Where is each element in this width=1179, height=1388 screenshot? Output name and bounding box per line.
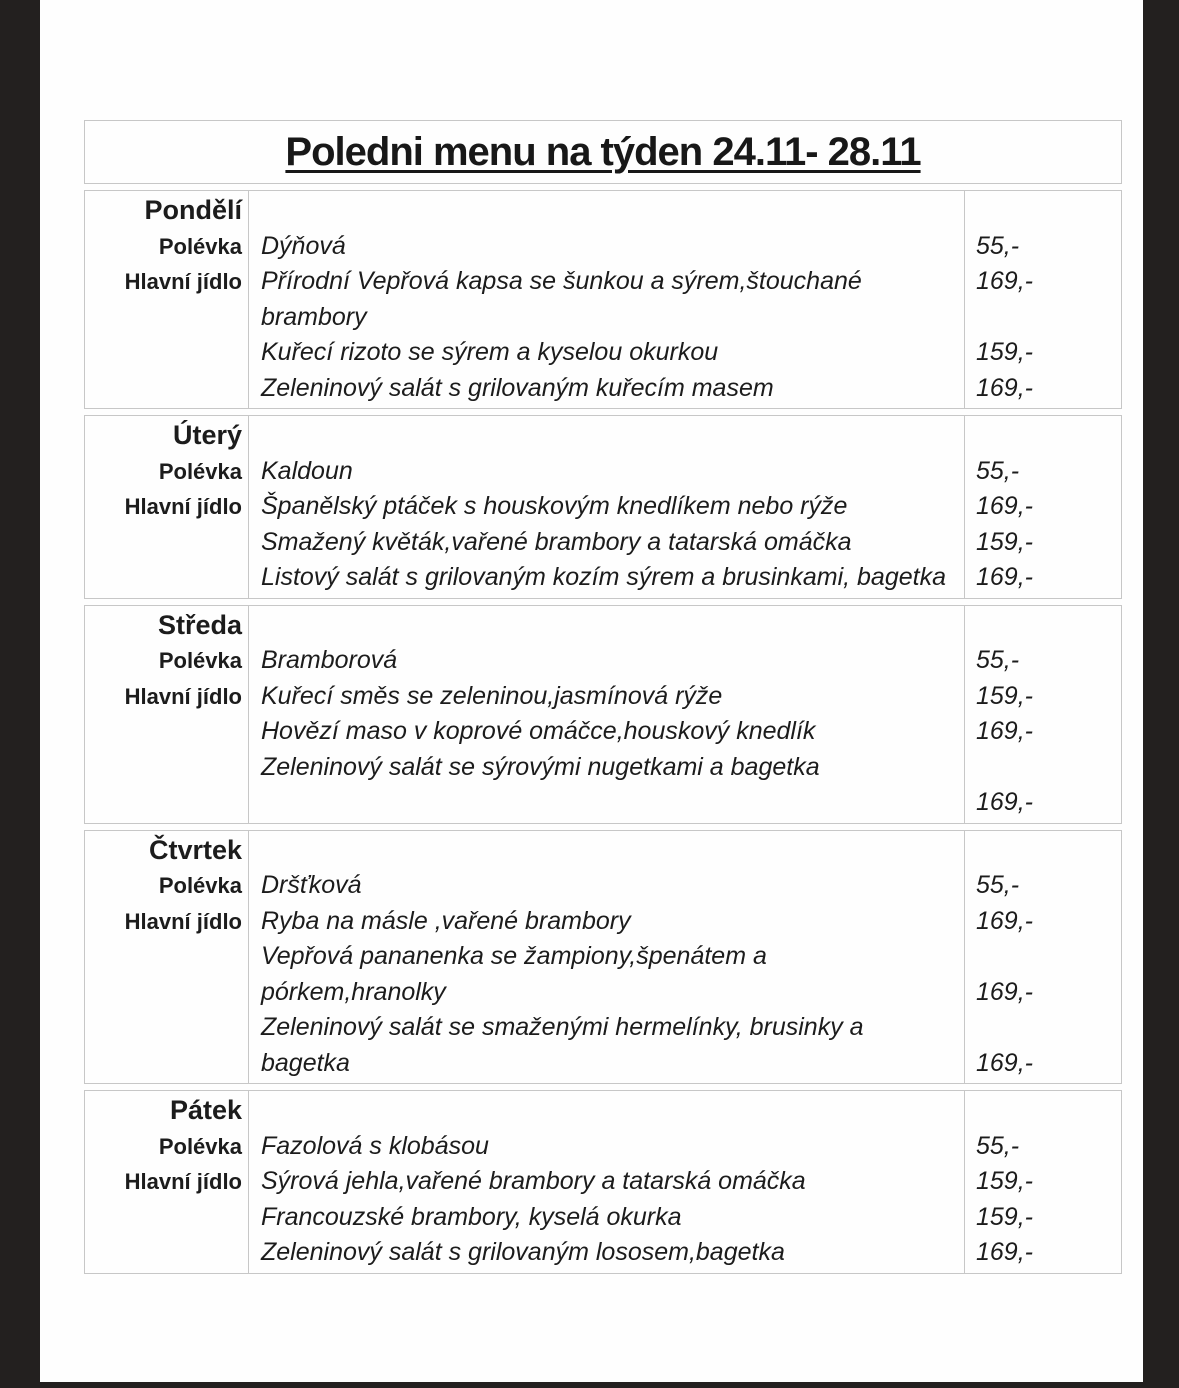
empty-line	[85, 714, 242, 750]
empty-line	[85, 371, 242, 407]
empty-line	[85, 1200, 242, 1236]
dish-price: 169,-	[976, 906, 1033, 935]
day-label: Pondělí	[144, 195, 242, 225]
dish-name: Vepřová pananenka se žampiony,špenátem a	[261, 942, 767, 970]
dish-name: Zeleninový salát s grilovaným lososem,bagetka	[261, 1238, 785, 1266]
empty-line	[261, 193, 964, 229]
price-column	[965, 416, 1123, 598]
dish-name: Přírodní Vepřová kapsa se šunkou a sýrem,štouchané	[261, 267, 862, 295]
dish-name: Fazolová s klobásou	[261, 1131, 489, 1160]
menu-section	[84, 415, 1122, 599]
dish-price: 55,-	[976, 456, 1020, 485]
menu-section	[84, 1090, 1122, 1274]
course-label: Polévka	[158, 1133, 242, 1159]
course-label: Polévka	[158, 233, 242, 259]
day-label: Středa	[157, 609, 242, 640]
course-label: Hlavní jídlo	[124, 1169, 242, 1194]
course-label: Polévka	[158, 648, 242, 673]
dish-price: 159,-	[976, 1202, 1033, 1231]
empty-line	[976, 939, 1123, 975]
dish-price: 169,-	[976, 492, 1033, 520]
dish-price: 55,-	[976, 1131, 1020, 1160]
empty-line	[976, 1010, 1123, 1046]
dish-name: Ryba na másle ,vařené brambory	[261, 906, 631, 935]
course-label: Polévka	[158, 873, 242, 898]
day-column	[85, 1091, 249, 1273]
empty-line	[976, 608, 1123, 644]
dish-column	[249, 831, 965, 1084]
price-column	[965, 606, 1123, 823]
empty-line	[261, 1093, 964, 1129]
dish-price: 169,-	[976, 267, 1033, 295]
empty-line	[976, 418, 1123, 454]
dish-price: 169,-	[976, 1048, 1033, 1077]
empty-line	[976, 193, 1123, 229]
dish-price: 169,-	[976, 977, 1033, 1006]
dish-name: bagetka	[261, 1048, 350, 1077]
empty-line	[85, 1235, 242, 1271]
dish-column	[249, 416, 965, 598]
dish-name: Zeleninový salát se sýrovými nugetkami a bagetka	[261, 752, 820, 781]
dish-name: Listový salát s grilovaným kozím sýrem a brusinkami, bagetka	[261, 563, 946, 591]
dish-name: Kuřecí směs se zeleninou,jasmínová rýže	[261, 681, 723, 710]
dish-name: Francouzské brambory, kyselá okurka	[261, 1202, 682, 1231]
dish-name: Sýrová jehla,vařené brambory a tatarská omáčka	[261, 1167, 806, 1195]
dish-price: 169,-	[976, 1238, 1033, 1266]
menu-page	[40, 0, 1143, 1382]
empty-line	[85, 750, 242, 786]
course-label: Hlavní jídlo	[124, 683, 242, 709]
dish-name: Smažený květák,vařené brambory a tatarská omáčka	[261, 527, 852, 556]
menu-section	[84, 605, 1122, 824]
price-column	[965, 831, 1123, 1084]
empty-line	[85, 335, 242, 371]
course-label: Hlavní jídlo	[124, 269, 242, 294]
dish-price: 169,-	[976, 373, 1033, 402]
dish-name: Dršťková	[261, 871, 362, 899]
dish-price: 169,-	[976, 563, 1033, 591]
dish-price: 55,-	[976, 871, 1020, 899]
empty-line	[85, 1010, 242, 1046]
course-label: Polévka	[158, 458, 242, 484]
dish-column	[249, 191, 965, 408]
empty-line	[261, 608, 964, 644]
dish-name: Kuřecí rizoto se sýrem a kyselou okurkou	[261, 338, 719, 366]
empty-line	[261, 418, 964, 454]
empty-line	[85, 300, 242, 336]
empty-line	[976, 1093, 1123, 1129]
dish-price: 55,-	[976, 231, 1020, 260]
dish-name: Zeleninový salát s grilovaným kuřecím masem	[261, 373, 774, 402]
day-column	[85, 606, 249, 823]
empty-line	[976, 750, 1123, 786]
dish-name: Dýňová	[261, 231, 346, 260]
dish-column	[249, 1091, 965, 1273]
day-column	[85, 191, 249, 408]
menu-section	[84, 830, 1122, 1085]
dish-price: 169,-	[976, 717, 1033, 745]
menu-title: Poledni menu na týden 24.11- 28.11	[285, 129, 921, 174]
day-label: Pátek	[169, 1095, 242, 1125]
title-row	[84, 120, 1122, 184]
dish-price: 159,-	[976, 681, 1033, 710]
dish-price: 55,-	[976, 646, 1020, 674]
empty-line	[85, 975, 242, 1011]
empty-line	[85, 560, 242, 596]
day-label: Úterý	[172, 420, 242, 450]
dish-price: 169,-	[976, 788, 1033, 816]
empty-line	[261, 833, 964, 869]
empty-line	[85, 939, 242, 975]
empty-line	[976, 833, 1123, 869]
dish-price: 159,-	[976, 527, 1033, 556]
empty-line	[85, 785, 242, 821]
price-column	[965, 191, 1123, 408]
empty-line	[85, 1046, 242, 1082]
dish-price: 159,-	[976, 338, 1033, 366]
dish-name: pórkem,hranolky	[261, 977, 446, 1006]
menu-body	[84, 190, 1122, 1274]
course-label: Hlavní jídlo	[124, 494, 242, 519]
dish-column	[249, 606, 965, 823]
dish-name: Hovězí maso v koprové omáčce,houskový knedlík	[261, 717, 816, 745]
dish-price: 159,-	[976, 1167, 1033, 1195]
dish-name: Španělský ptáček s houskovým knedlíkem nebo rýže	[261, 492, 848, 520]
dish-name: brambory	[261, 302, 367, 331]
course-label: Hlavní jídlo	[124, 908, 242, 934]
dish-name: Bramborová	[261, 646, 398, 674]
empty-line	[261, 785, 964, 821]
day-column	[85, 831, 249, 1084]
dish-name: Zeleninový salát se smaženými hermelínky, brusinky a	[261, 1013, 864, 1041]
menu-table	[84, 120, 1122, 1274]
empty-line	[976, 300, 1123, 336]
day-label: Čtvrtek	[148, 834, 242, 865]
dish-name: Kaldoun	[261, 456, 353, 485]
menu-section	[84, 190, 1122, 409]
price-column	[965, 1091, 1123, 1273]
day-column	[85, 416, 249, 598]
empty-line	[85, 525, 242, 561]
